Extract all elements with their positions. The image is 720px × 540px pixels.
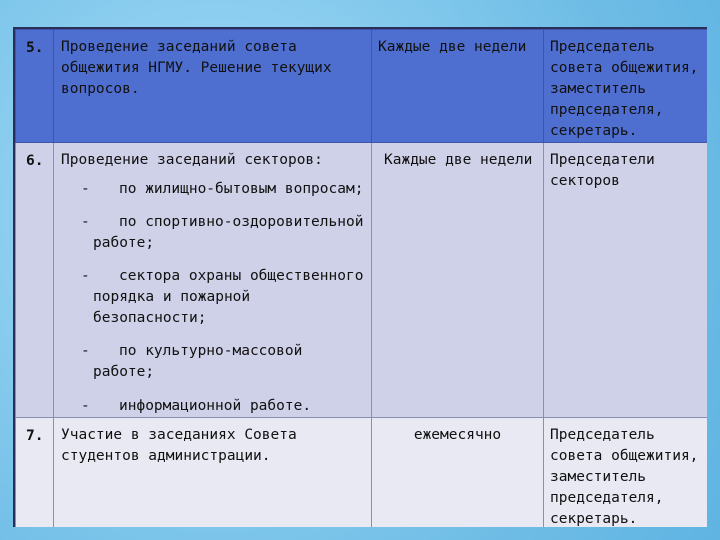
list-item [61, 266, 365, 329]
activity-cell [54, 30, 372, 143]
list-item-text: сектора охраны общественного порядка и пожарной безопасности; [93, 268, 364, 326]
activity-cell [54, 143, 372, 418]
period-text: Каждые две недели [378, 39, 527, 55]
responsible-cell [544, 418, 708, 528]
responsible-cell [544, 30, 708, 143]
row-number-text: 6. [26, 153, 44, 169]
table-row [16, 30, 708, 143]
period-cell [372, 30, 544, 143]
responsible-text: Председатель совета общежития, заместитель председателя, секретарь. [550, 39, 699, 139]
list-item [61, 341, 365, 383]
list-item-text: по спортивно-оздоровительной работе; [93, 214, 364, 251]
dash-marker: - [81, 214, 90, 230]
dash-marker: - [81, 343, 90, 359]
table-row [16, 418, 708, 528]
list-item-text: по культурно-массовой работе; [93, 343, 303, 380]
row-number [16, 418, 54, 528]
list-item [61, 212, 365, 254]
dash-marker: - [81, 181, 90, 197]
row-number-text: 5. [26, 40, 44, 56]
activity-cell [54, 418, 372, 528]
activity-text: Проведение заседаний совета общежития НГМУ. Решение текущих вопросов. [61, 39, 332, 97]
dash-marker: - [81, 398, 90, 414]
period-cell [372, 418, 544, 528]
slide-table-frame [13, 27, 707, 527]
row-number-text: 7. [26, 428, 44, 444]
plan-table [15, 29, 707, 527]
period-cell [372, 143, 544, 418]
row-number [16, 30, 54, 143]
list-item [61, 179, 365, 200]
dash-marker: - [81, 268, 90, 284]
responsible-text: Председатели секторов [550, 152, 655, 189]
list-item-text: информационной работе. [119, 398, 312, 414]
responsible-cell [544, 143, 708, 418]
list-item-text: по жилищно-бытовым вопросам; [119, 181, 364, 197]
table-row [16, 143, 708, 418]
period-text: Каждые две недели [384, 152, 533, 168]
activity-text: Проведение заседаний секторов: [61, 152, 323, 168]
period-text: ежемесячно [413, 427, 502, 443]
list-item [61, 396, 365, 417]
row-number [16, 143, 54, 418]
activity-text: Участие в заседаниях Совета студентов администрации. [61, 427, 297, 464]
responsible-text: Председатель совета общежития, заместитель председателя, секретарь. [550, 427, 699, 527]
